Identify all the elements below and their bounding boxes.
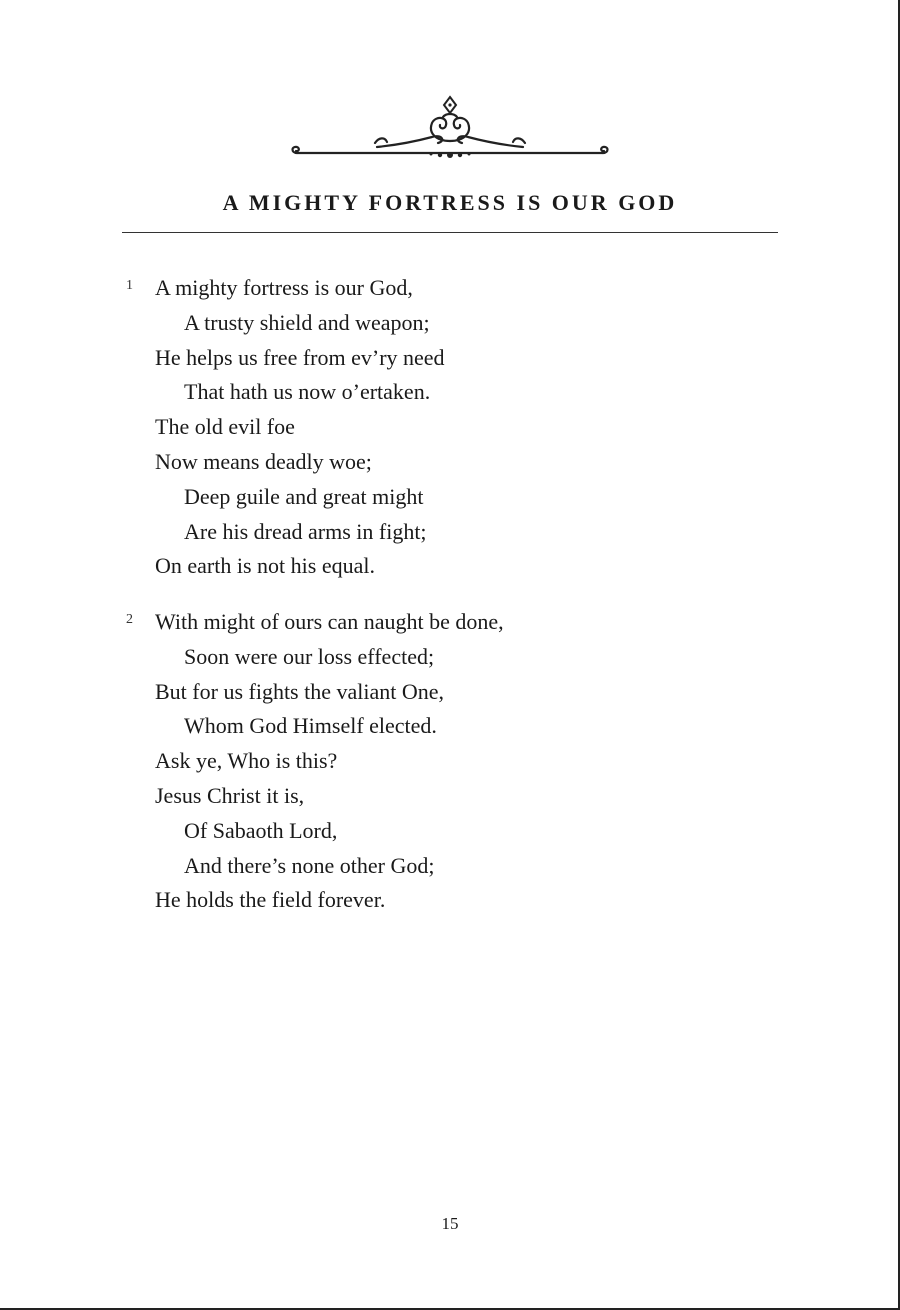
title-divider (122, 232, 778, 233)
verse-line: Ask ye, Who is this? (155, 748, 338, 774)
verse-number: 2 (126, 612, 133, 627)
verse-line: Are his dread arms in fight; (184, 518, 427, 544)
hymn-title: A MIGHTY FORTRESS IS OUR GOD (222, 190, 678, 215)
verse-number: 1 (126, 278, 133, 293)
verse-line: He holds the field forever. (155, 887, 386, 913)
verse-line: The old evil foe (155, 414, 295, 440)
verse-line: Of Sabaoth Lord, (184, 817, 338, 843)
verse-line: But for us fights the valiant One, (155, 678, 445, 704)
verse-line: A trusty shield and weapon; (184, 309, 430, 335)
verse-line: With might of ours can naught be done, (155, 609, 504, 634)
verse (122, 605, 778, 918)
verse-line: Jesus Christ it is, (155, 782, 305, 808)
verse-line: Deep guile and great might (184, 483, 424, 509)
verse-line: Whom God Himself elected. (184, 713, 437, 739)
verse-line: On earth is not his equal. (155, 553, 375, 579)
verse-line: That hath us now o’ertaken. (184, 379, 431, 405)
verse-line: Now means deadly woe; (155, 448, 372, 474)
page-number: 15 (441, 1214, 459, 1233)
verse-line: He helps us free from ev’ry need (155, 344, 445, 370)
verse-line: And there’s none other God; (184, 852, 435, 878)
verse-line: Soon were our loss effected; (184, 643, 435, 669)
verse (122, 271, 778, 584)
verse-line: A mighty fortress is our God, (155, 275, 413, 300)
scroll-ornament-icon (285, 95, 615, 165)
